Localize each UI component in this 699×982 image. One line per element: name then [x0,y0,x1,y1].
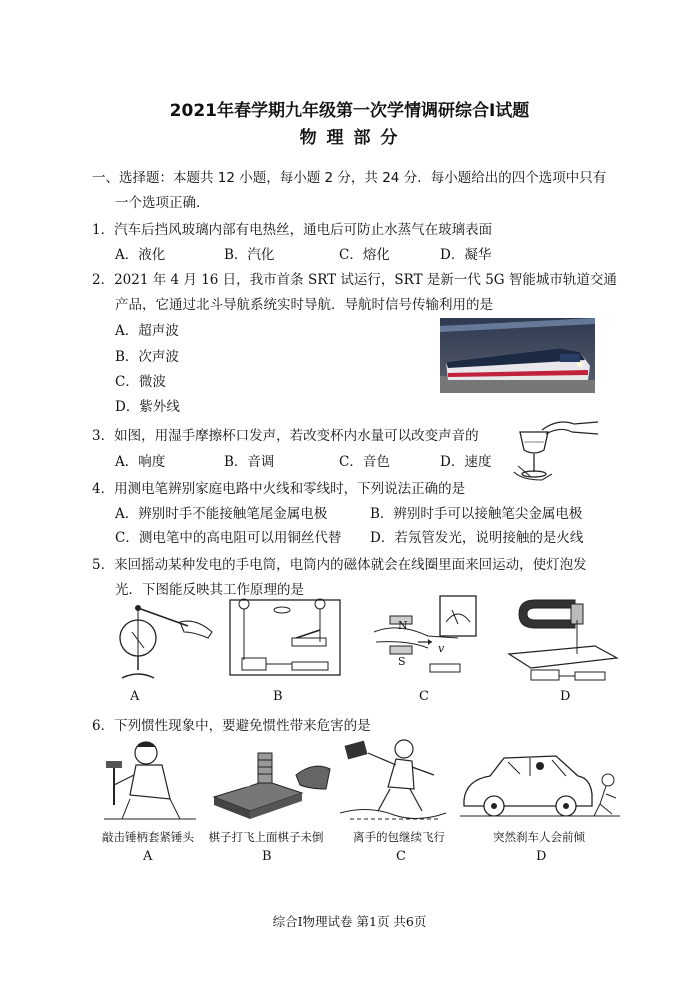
q2-option-b: B．次声波 [115,349,179,365]
q6-label-d: D [536,849,547,864]
q6-figure-a-hammer [100,735,200,825]
q6-label-a: A [143,849,153,864]
question-6-stem: 6．下列惯性现象中，要避免惯性带来危害的是 [92,718,371,734]
q5-c-south-label: S [398,655,406,668]
question-2-stem-line1: 2．2021 年 4 月 16 日，我市首条 SRT 试运行，SRT 是新一代 5G 智能城市轨道交通 [92,272,617,288]
q5-figure-d [505,592,620,687]
srt-train-photo [440,318,595,393]
question-5-stem-line2: 光．下图能反映其工作原理的是 [115,582,304,598]
q5-figure-c [368,592,488,687]
q2-option-d: D．紫外线 [115,399,180,415]
q1-option-a: A．液化 [115,247,166,263]
q5-label-a: A [130,689,140,704]
q5-c-north-label: N [398,619,408,632]
q2-option-c: C．微波 [115,374,166,390]
section-heading: 一、选择题：本题共 12 小题，每小题 2 分，共 24 分．每小题给出的四个选项中只有 [92,170,607,186]
q5-figure-a [108,598,218,688]
q3-option-b: B．音调 [224,454,275,470]
page-subtitle: 物 理 部 分 [299,128,400,148]
q3-option-c: C．音色 [339,454,390,470]
question-1-stem: 1．汽车后挡风玻璃内部有电热丝，通电后可防止水蒸气在玻璃表面 [92,222,493,238]
q4-option-b: B．辨别时手可以接触笔尖金属电极 [370,506,583,522]
q1-option-b: B．汽化 [224,247,275,263]
page-title: 2021年春学期九年级第一次学情调研综合Ⅰ试题 [169,101,530,121]
q1-option-d: D．凝华 [440,247,492,263]
page-footer: 综合Ⅰ物理试卷 第1页 共6页 [272,914,427,929]
question-5-stem-line1: 5．来回摇动某种发电的手电筒，电筒内的磁体就会在线圈里面来回运动，使灯泡发 [92,557,587,573]
q4-option-a: A．辨别时手不能接触笔尾金属电极 [115,506,328,522]
q3-option-a: A．响度 [115,454,166,470]
q6-figure-c-bag [338,735,448,825]
q6-label-c: C [396,849,406,864]
q6-figure-d-car [460,750,620,825]
q6-figure-b-checkers [210,745,335,825]
q6-caption-a: 敲击锤柄套紧锤头 [102,830,194,844]
question-2-stem-line2: 产品，它通过北斗导航系统实时导航．导航时信号传输利用的是 [115,297,493,313]
question-4-stem: 4．用测电笔辨别家庭电路中火线和零线时，下列说法正确的是 [92,481,466,497]
q6-caption-c: 离手的包继续飞行 [353,830,445,844]
q4-option-c: C．测电笔中的高电阻可以用铜丝代替 [115,530,342,546]
q6-caption-b: 棋子打飞上面棋子未倒 [208,830,324,844]
question-3-stem: 3．如图，用湿手摩擦杯口发声，若改变杯内水量可以改变声音的 [92,428,479,444]
q5-label-b: B [273,689,283,704]
q6-label-b: B [262,849,272,864]
q5-c-velocity-label: v [438,642,445,655]
q4-option-d: D．若氖管发光，说明接触的是火线 [370,530,584,546]
wine-glass-hand-illustration [512,410,602,485]
q2-option-a: A．超声波 [115,323,179,339]
q3-option-d: D．速度 [440,454,492,470]
section-heading-cont: 一个选项正确． [115,195,210,211]
q5-label-c: C [419,689,429,704]
q5-label-d: D [560,689,571,704]
q1-option-c: C．熔化 [339,247,390,263]
q6-caption-d: 突然刹车人会前倾 [493,830,585,844]
q5-figure-b [222,592,347,687]
